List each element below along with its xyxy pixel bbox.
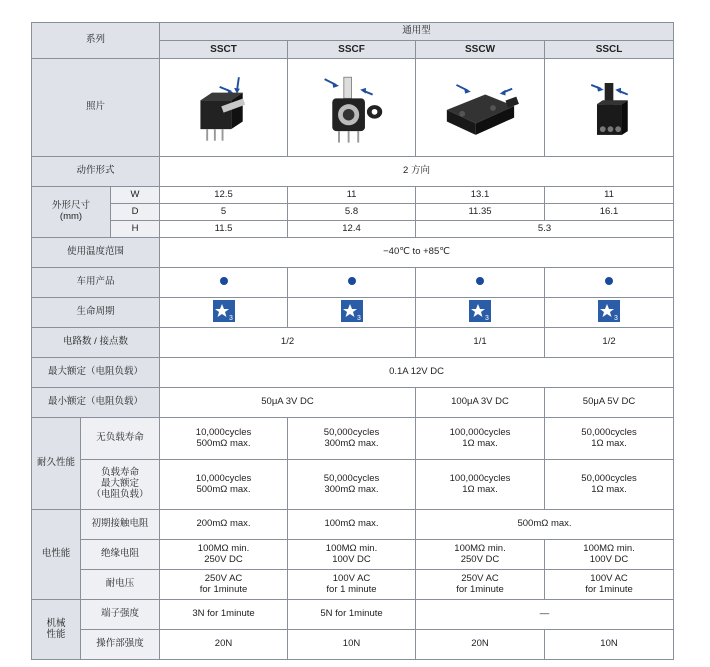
- model-sscf: SSCF: [288, 41, 416, 59]
- dim-h-sscf: 12.4: [288, 221, 416, 238]
- insulation-sscl: 100MΩ min. 100V DC: [545, 540, 674, 570]
- actuator-strength-sscf: 10N: [288, 630, 416, 660]
- circuits-sscl: 1/2: [545, 328, 674, 358]
- photo-sscl: [545, 59, 674, 157]
- min-rating-sscl: 50μA 5V DC: [545, 388, 674, 418]
- no-load-life-sscf: 50,000cycles 300mΩ max.: [288, 418, 416, 460]
- circuits-sscw: 1/1: [416, 328, 545, 358]
- lifecycle-star-icon: [213, 300, 235, 322]
- dim-d-sscl: 16.1: [545, 204, 674, 221]
- automotive-sscf: [288, 268, 416, 298]
- actuator-strength-ssct: 20N: [160, 630, 288, 660]
- svg-text:3: 3: [485, 314, 489, 322]
- automotive-ssct: [160, 268, 288, 298]
- contact-resistance-sscw-sscl: 500mΩ max.: [416, 510, 674, 540]
- mechanical-label: 机械 性能: [32, 600, 81, 660]
- sscw-switch-image: [418, 64, 542, 152]
- dim-w-sscw: 13.1: [416, 187, 545, 204]
- insulation-ssct: 100MΩ min. 250V DC: [160, 540, 288, 570]
- group-header: 通用型: [160, 23, 674, 41]
- load-life-sscl: 50,000cycles 1Ω max.: [545, 460, 674, 510]
- no-load-life-ssct: 10,000cycles 500mΩ max.: [160, 418, 288, 460]
- photo-sscf: [288, 59, 416, 157]
- lifecycle-sscf: [288, 298, 416, 328]
- actuator-strength-label: 操作部强度: [81, 630, 160, 660]
- lifecycle-star-icon: [598, 300, 620, 322]
- dim-d-ssct: 5: [160, 204, 288, 221]
- min-rating-ssct-sscf: 50μA 3V DC: [160, 388, 416, 418]
- automotive-sscw: [416, 268, 545, 298]
- terminal-strength-label: 端子强度: [81, 600, 160, 630]
- model-sscT: SSCT: [160, 41, 288, 59]
- no-load-life-sscl: 50,000cycles 1Ω max.: [545, 418, 674, 460]
- lifecycle-sscw: [416, 298, 545, 328]
- action-label: 动作形式: [32, 157, 160, 187]
- svg-text:3: 3: [228, 314, 233, 322]
- temperature-value: −40℃ to +85℃: [160, 238, 674, 268]
- min-rating-sscw: 100μA 3V DC: [416, 388, 545, 418]
- voltage-proof-sscf: 100V AC for 1 minute: [288, 570, 416, 600]
- load-life-sscw: 100,000cycles 1Ω max.: [416, 460, 545, 510]
- no-load-life-label: 无负载寿命: [81, 418, 160, 460]
- dim-d-sscf: 5.8: [288, 204, 416, 221]
- circuits-label: 电路数 / 接点数: [32, 328, 160, 358]
- voltage-proof-ssct: 250V AC for 1minute: [160, 570, 288, 600]
- lifecycle-star-icon: [341, 300, 363, 322]
- voltage-proof-sscl: 100V AC for 1minute: [545, 570, 674, 600]
- lifecycle-star-icon: [469, 300, 491, 322]
- spec-table: [31, 22, 674, 660]
- no-load-life-sscw: 100,000cycles 1Ω max.: [416, 418, 545, 460]
- automotive-dot-icon: [220, 277, 228, 285]
- model-sscl: SSCL: [545, 41, 674, 59]
- temperature-label: 使用温度范围: [32, 238, 160, 268]
- dim-w-label: W: [111, 187, 160, 204]
- durability-label: 耐久性能: [32, 418, 81, 510]
- terminal-strength-ssct: 3N for 1minute: [160, 600, 288, 630]
- dimensions-label: 外形尺寸 (mm): [32, 187, 111, 238]
- svg-text:3: 3: [356, 314, 361, 322]
- automotive-label: 车用产品: [32, 268, 160, 298]
- lifecycle-sscl: [545, 298, 674, 328]
- load-life-sscf: 50,000cycles 300mΩ max.: [288, 460, 416, 510]
- max-rating-value: 0.1A 12V DC: [160, 358, 674, 388]
- photo-label: 照片: [32, 59, 160, 157]
- terminal-strength-sscw-sscl: —: [416, 600, 674, 630]
- action-value: 2 方向: [160, 157, 674, 187]
- dim-d-sscw: 11.35: [416, 204, 545, 221]
- automotive-sscl: [545, 268, 674, 298]
- contact-resistance-sscf: 100mΩ max.: [288, 510, 416, 540]
- automotive-dot-icon: [476, 277, 484, 285]
- photo-ssct: [160, 59, 288, 157]
- contact-resistance-label: 初期接触电阻: [81, 510, 160, 540]
- dim-d-label: D: [111, 204, 160, 221]
- load-life-ssct: 10,000cycles 500mΩ max.: [160, 460, 288, 510]
- dim-h-ssct: 11.5: [160, 221, 288, 238]
- dim-w-sscl: 11: [545, 187, 674, 204]
- dim-w-sscf: 11: [288, 187, 416, 204]
- sscf-switch-image: [290, 64, 413, 152]
- lifecycle-label: 生命周期: [32, 298, 160, 328]
- ssct-switch-image: [162, 64, 285, 152]
- max-rating-label: 最大额定（电阻负载）: [32, 358, 160, 388]
- contact-resistance-ssct: 200mΩ max.: [160, 510, 288, 540]
- voltage-proof-sscw: 250V AC for 1minute: [416, 570, 545, 600]
- automotive-dot-icon: [348, 277, 356, 285]
- lifecycle-ssct: [160, 298, 288, 328]
- terminal-strength-sscf: 5N for 1minute: [288, 600, 416, 630]
- load-life-label: 负载寿命 最大额定 （电阻负载）: [81, 460, 160, 510]
- automotive-dot-icon: [605, 277, 613, 285]
- insulation-label: 绝缘电阻: [81, 540, 160, 570]
- actuator-strength-sscw: 20N: [416, 630, 545, 660]
- min-rating-label: 最小额定（电阻负载）: [32, 388, 160, 418]
- electrical-label: 电性能: [32, 510, 81, 600]
- sscl-switch-image: [547, 64, 671, 152]
- circuits-ssct-sscf: 1/2: [160, 328, 416, 358]
- insulation-sscw: 100MΩ min. 250V DC: [416, 540, 545, 570]
- insulation-sscf: 100MΩ min. 100V DC: [288, 540, 416, 570]
- series-header: 系列: [32, 23, 160, 59]
- voltage-proof-label: 耐电压: [81, 570, 160, 600]
- dim-w-ssct: 12.5: [160, 187, 288, 204]
- dim-h-label: H: [111, 221, 160, 238]
- model-sscw: SSCW: [416, 41, 545, 59]
- svg-text:3: 3: [614, 314, 618, 322]
- actuator-strength-sscl: 10N: [545, 630, 674, 660]
- dim-h-sscw-sscl: 5.3: [416, 221, 674, 238]
- photo-sscw: [416, 59, 545, 157]
